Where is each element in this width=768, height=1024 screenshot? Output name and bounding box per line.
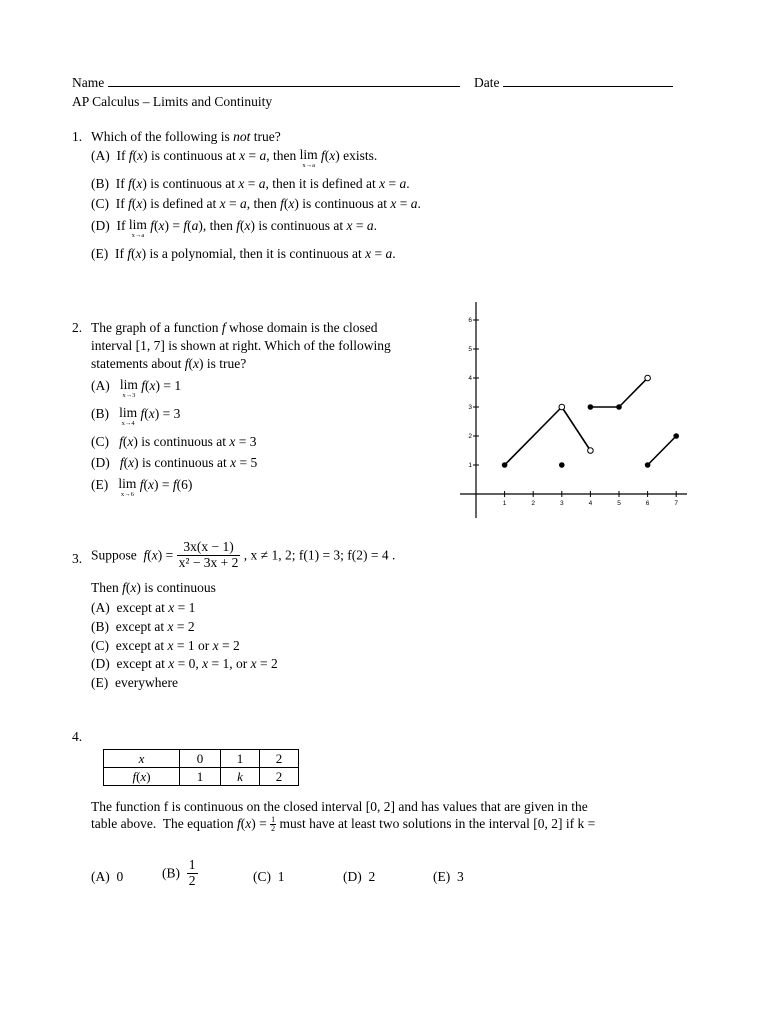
name-blank[interactable] — [108, 75, 460, 87]
q3-fraction: $\frac{3x(x - 1)}{\text{x² − 3x + 2}}$ — [178, 539, 239, 570]
q4-number: 4. — [72, 729, 83, 744]
closed-point — [588, 404, 594, 410]
q4-choice-b[interactable]: (B) $\frac{1}{2}$ — [162, 857, 196, 888]
closed-point — [645, 462, 651, 468]
name-label: Name — [72, 75, 105, 90]
graph-segment — [619, 378, 648, 407]
closed-point — [559, 462, 565, 468]
q2-function-graph — [455, 298, 695, 523]
q2-choice-a[interactable]: (A) lim x→3 f(x) = 1 — [91, 377, 182, 399]
q2-stem-line-3: statements about f(x) is true? — [91, 356, 247, 371]
date-label: Date — [474, 75, 500, 90]
graph-segment — [562, 407, 591, 451]
half-fraction: $\frac{1}{2}$ — [271, 815, 276, 834]
table-cell: 2 — [260, 750, 299, 768]
y-tick-label: 6 — [468, 317, 472, 324]
x-tick-label: 1 — [502, 500, 507, 507]
choice-fraction: $\frac{1}{2}$ — [188, 857, 196, 888]
q2-number: 2. — [72, 320, 83, 335]
table-cell: 2 — [260, 768, 299, 786]
graph-segment — [505, 407, 562, 465]
closed-point — [673, 433, 679, 439]
open-point — [559, 404, 565, 410]
q2-choice-e[interactable]: (E) lim x→6 f(x) = f(6) — [91, 476, 193, 498]
q3-choice-b[interactable]: (B) except at x = 2 — [91, 619, 195, 634]
q1-choice-c[interactable]: (C) If f(x) is defined at x = a, then f(x) is continuous at x = a. — [91, 196, 421, 211]
y-tick-label: 3 — [468, 404, 472, 411]
q3-choice-d[interactable]: (D) except at x = 0, x = 1, or x = 2 — [91, 656, 278, 671]
y-tick-label: 4 — [468, 375, 472, 382]
q3-number: 3. — [72, 551, 83, 566]
q3-choice-e[interactable]: (E) everywhere — [91, 675, 178, 690]
table-cell: k — [221, 768, 260, 786]
q1-choice-e[interactable]: (E) If f(x) is a polynomial, then it is continuous at x = a. — [91, 246, 396, 261]
table-row — [104, 750, 299, 768]
q3-then: Then f(x) is continuous — [91, 580, 216, 595]
q3-choice-a[interactable]: (A) except at x = 1 — [91, 600, 196, 615]
q4-choice-a[interactable]: (A) 0 — [91, 869, 124, 884]
limit-operator: lim x→a — [299, 147, 318, 169]
x-tick-label: 3 — [559, 500, 564, 507]
table-row — [104, 768, 299, 786]
q3-choice-c[interactable]: (C) except at x = 1 or x = 2 — [91, 638, 240, 653]
x-tick-label: 4 — [588, 500, 593, 507]
table-cell: 0 — [180, 750, 221, 768]
graph-segment — [648, 436, 677, 465]
x-tick-label: 6 — [645, 500, 650, 507]
open-point — [588, 448, 594, 454]
y-tick-label: 2 — [468, 433, 472, 440]
q4-stem-line-2: table above. The equation f(x) = $\frac{1}{2}$ must have at least two solutions in the interval [0, 2] if k = — [91, 815, 596, 834]
date-blank[interactable] — [503, 75, 673, 87]
q4-choice-e[interactable]: (E) 3 — [433, 869, 464, 884]
q2-stem-line-1: The graph of a function f whose domain is the closed — [91, 320, 378, 335]
closed-point — [502, 462, 508, 468]
q4-stem-line-1: The function f is continuous on the closed interval [0, 2] and has values that are given in the — [91, 799, 588, 814]
x-tick-label: 2 — [531, 500, 536, 507]
closed-point — [616, 404, 622, 410]
q4-choice-c[interactable]: (C) 1 — [253, 869, 285, 884]
q3-definition: Suppose f(x) = $\frac{3x(x - 1)}{\text{x² − 3x + 2}}$ , x ≠ 1, 2; f(1) = 3; f(2) = 4 . — [91, 539, 396, 570]
q1-stem: Which of the following is not true? — [91, 129, 281, 144]
q1-number: 1. — [72, 129, 83, 144]
q1-choice-d[interactable]: (D) If lim x→a f(x) = f(a), then f(x) is continuous at x = a. — [91, 217, 378, 239]
table-cell: 1 — [180, 768, 221, 786]
table-header-x: x — [104, 750, 180, 768]
page-subtitle: AP Calculus – Limits and Continuity — [72, 94, 273, 109]
limit-operator: lim x→a — [128, 217, 147, 239]
name-line[interactable] — [72, 75, 460, 91]
q1-choice-b[interactable]: (B) If f(x) is continuous at x = a, then it is defined at x = a. — [91, 176, 410, 191]
q4-value-table — [103, 749, 299, 786]
q2-stem-line-2: interval [1, 7] is shown at right. Which of the following — [91, 338, 391, 353]
date-line[interactable] — [474, 75, 673, 91]
y-tick-label: 5 — [468, 346, 472, 353]
q2-choice-b[interactable]: (B) lim x→4 f(x) = 3 — [91, 405, 181, 427]
q2-choice-c[interactable]: (C) f(x) is continuous at x = 3 — [91, 434, 257, 449]
table-cell: 1 — [221, 750, 260, 768]
open-point — [645, 375, 651, 381]
q4-choice-d[interactable]: (D) 2 — [343, 869, 376, 884]
x-tick-label: 7 — [674, 500, 679, 507]
q2-choice-d[interactable]: (D) f(x) is continuous at x = 5 — [91, 455, 258, 470]
x-tick-label: 5 — [617, 500, 621, 507]
q1-choice-a[interactable]: (A) If f(x) is continuous at x = a, then lim x→a f(x) exists. — [91, 147, 378, 169]
table-header-fx: f(x) — [104, 768, 180, 786]
y-tick-label: 1 — [468, 462, 472, 469]
